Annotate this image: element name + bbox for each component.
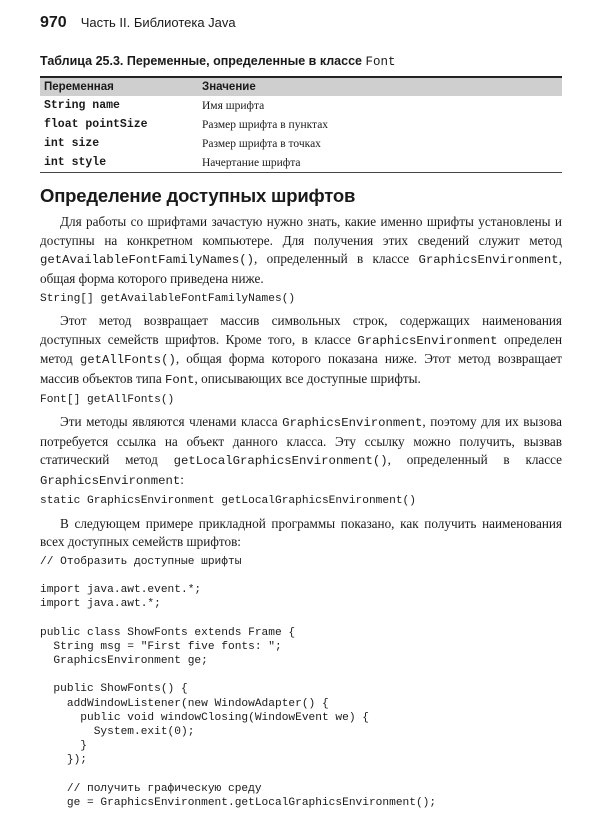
font-variables-table xyxy=(40,76,562,173)
table-caption-class: Font xyxy=(365,55,396,69)
paragraph-text: Для работы со шрифтами зачастую нужно знать, какие именно шрифты установлены и доступны на конкретном компьютере. Для получения этих сведений служит метод xyxy=(40,214,562,248)
inline-code: GraphicsEnvironment xyxy=(40,473,181,488)
column-header-meaning: Значение xyxy=(198,77,562,96)
part-title: Часть II. Библиотека Java xyxy=(80,15,236,30)
paragraph-2 xyxy=(40,312,562,389)
inline-code: getAvailableFontFamilyNames() xyxy=(40,253,255,267)
code-example-showfonts: // Отобразить доступные шрифты import java.awt.event.*; import java.awt.*; public class ShowFonts extends Frame { String msg = "First five fonts: "; GraphicsEnvironment ge; public ShowFonts() { addWindowListener(new WindowAdapter() { public void windowClosing(WindowEvent we) { System.exit(0); } }); // получить графическую среду ge = GraphicsEnvironment.getLocalGraphicsEnvironment(); xyxy=(40,555,437,810)
table-cell-variable: int size xyxy=(44,137,100,150)
inline-code: getAllFonts() xyxy=(79,353,176,368)
table-cell-meaning: Размер шрифта в пунктах xyxy=(202,118,329,131)
column-header-variable: Переменная xyxy=(40,77,198,96)
paragraph-1 xyxy=(40,213,562,288)
table-cell-meaning: Начертание шрифта xyxy=(202,156,301,169)
book-page xyxy=(40,14,562,810)
paragraph-text: , описывающих все доступные шрифты. xyxy=(194,370,421,386)
table-cell-meaning: Размер шрифта в точках xyxy=(202,137,321,150)
table-caption xyxy=(40,54,562,69)
inline-code: GraphicsEnvironment xyxy=(418,253,559,267)
paragraph-text: , общая форма которого показана ниже. Этот метод возвращает массив объектов типа xyxy=(40,351,562,386)
code-signature-getLocalGraphicsEnvironment: static GraphicsEnvironment getLocalGraphicsEnvironment() xyxy=(40,495,416,508)
code-signature-getAllFonts: Font[] getAllFonts() xyxy=(40,394,175,407)
table-cell-variable: String name xyxy=(44,99,120,112)
section-title: Определение доступных шрифтов xyxy=(40,185,356,206)
page-number: 970 xyxy=(40,14,67,31)
paragraph-text: , общая форма которого приведена ниже. xyxy=(40,251,562,286)
inline-code: getLocalGraphicsEnvironment() xyxy=(173,454,388,469)
paragraph-4 xyxy=(40,515,562,552)
code-signature-getAvailableFontFamilyNames: String[] getAvailableFontFamilyNames() xyxy=(40,293,296,305)
inline-code: GraphicsEnvironment xyxy=(282,416,423,431)
inline-code: GraphicsEnvironment xyxy=(357,333,498,348)
table-row xyxy=(40,134,562,153)
inline-code: Font xyxy=(165,372,195,387)
paragraph-3 xyxy=(40,413,562,490)
table-row xyxy=(40,96,562,115)
table-cell-variable: int style xyxy=(44,156,107,169)
running-head xyxy=(40,14,562,38)
paragraph-text: , поэтому для их вызова потребуется ссылка на объект данного класса. Эту ссылку можно получить, вызвав статический метод xyxy=(40,414,562,468)
table-cell-meaning: Имя шрифта xyxy=(202,99,265,112)
paragraph-text: В следующем примере прикладной программы показано, как получить наименования всех доступных семейств шрифтов: xyxy=(40,515,562,550)
table-row xyxy=(40,153,562,173)
table-header-row xyxy=(40,77,562,96)
table-cell-variable: float pointSize xyxy=(44,118,148,131)
paragraph-text: , определенный в классе xyxy=(254,251,419,266)
table-caption-text: Таблица 25.3. Переменные, определенные в классе xyxy=(40,54,366,68)
paragraph-text: : xyxy=(180,471,184,487)
paragraph-text: Эти методы являются членами класса xyxy=(60,414,283,430)
paragraph-text: определен метод xyxy=(40,331,562,367)
table-row xyxy=(40,115,562,134)
paragraph-text: Этот метод возвращает массив символьных строк, содержащих наименования доступных семейств шрифтов. Кроме того, в классе xyxy=(40,313,562,347)
paragraph-text: , определенный в классе xyxy=(387,452,563,468)
